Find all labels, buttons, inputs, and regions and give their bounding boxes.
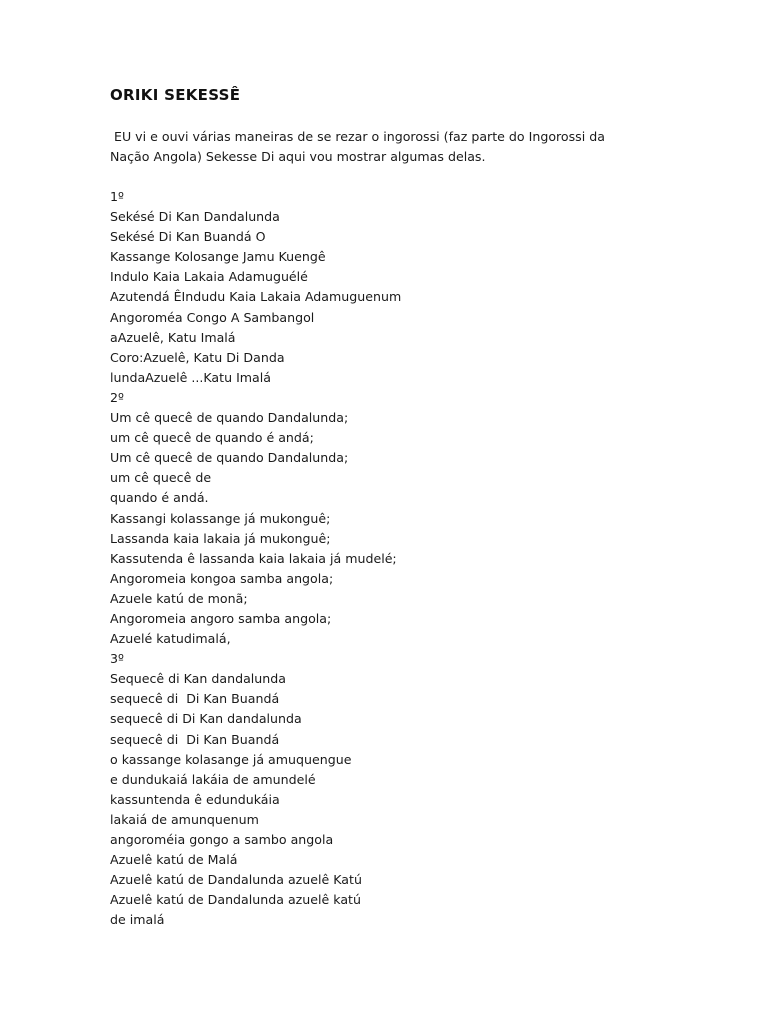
chant-line: lundaAzuelê ...Katu Imalá bbox=[110, 369, 271, 385]
chant-line: quando é andá. bbox=[110, 490, 209, 506]
chant-line: Azuelé katudimalá, bbox=[110, 631, 231, 647]
chant-line: sequecê di Di Kan dandalunda bbox=[110, 711, 302, 727]
chant-line: um cê quecê de bbox=[110, 470, 212, 486]
chant-line: lakaiá de amunquenum bbox=[110, 811, 259, 827]
chant-line: aAzuelê, Katu Imalá bbox=[110, 329, 236, 345]
chant-line: 1º bbox=[110, 189, 124, 204]
chant-line: o kassange kolasange já amuquengue bbox=[110, 751, 352, 767]
chant-line: angoroméia gongo a sambo angola bbox=[110, 832, 334, 847]
chant-line: Angoromeia angoro samba angola; bbox=[110, 610, 332, 626]
chant-line: Angoromeia kongoa samba angola; bbox=[110, 570, 334, 586]
chant-line: Coro:Azuelê, Katu Di Danda bbox=[110, 349, 285, 365]
chant-line: Lassanda kaia lakaia já mukonguê; bbox=[110, 530, 331, 546]
chant-line: Azuelê katú de Dandalunda azuelê katú bbox=[110, 892, 361, 908]
intro-line: EU vi e ouvi várias maneiras de se rezar o ingorossi (faz parte do Ingorossi da bbox=[110, 129, 605, 144]
chant-line: Azuelê katú de Dandalunda azuelê Katú bbox=[110, 872, 362, 888]
chant-line: um cê quecê de quando é andá; bbox=[110, 430, 314, 446]
chant-line: sequecê di Di Kan Buandá bbox=[110, 691, 280, 707]
chant-line: 2º bbox=[110, 389, 124, 405]
chant-line: kassuntenda ê edundukáia bbox=[110, 791, 280, 807]
chant-line: Um cê quecê de quando Dandalunda; bbox=[110, 450, 349, 466]
chant-line: Um cê quecê de quando Dandalunda; bbox=[110, 410, 349, 426]
chant-line: Angoroméa Congo A Sambangol bbox=[110, 309, 315, 325]
chant-lines bbox=[110, 187, 670, 930]
chant-line: Sekésé Di Kan Buandá O bbox=[110, 229, 266, 245]
chant-line: Sequecê di Kan dandalunda bbox=[110, 671, 286, 687]
chant-line: 3º bbox=[110, 651, 124, 667]
chant-line: Kassange Kolosange Jamu Kuengê bbox=[110, 249, 326, 265]
chant-line: sequecê di Di Kan Buandá bbox=[110, 731, 280, 747]
chant-line: Azuelê katú de Malá bbox=[110, 852, 238, 868]
chant-line: Sekésé Di Kan Dandalunda bbox=[110, 209, 280, 225]
chant-line: Azuele katú de monã; bbox=[110, 590, 248, 606]
document-title: ORIKI SEKESSÊ bbox=[110, 86, 241, 104]
chant-line: e dundukaiá lakáia de amundelé bbox=[110, 771, 316, 787]
chant-line: de imalá bbox=[110, 912, 165, 928]
chant-line: Indulo Kaia Lakaia Adamuguélé bbox=[110, 269, 308, 285]
chant-line: Kassangi kolassange já mukonguê; bbox=[110, 510, 331, 526]
chant-line: Kassutenda ê lassanda kaia lakaia já mudelé; bbox=[110, 550, 397, 566]
intro-line: Nação Angola) Sekesse Di aqui vou mostrar algumas delas. bbox=[110, 149, 486, 164]
chant-line: Azutendá ÊIndudu Kaia Lakaia Adamuguenum bbox=[110, 289, 402, 305]
intro-paragraph bbox=[110, 127, 670, 167]
